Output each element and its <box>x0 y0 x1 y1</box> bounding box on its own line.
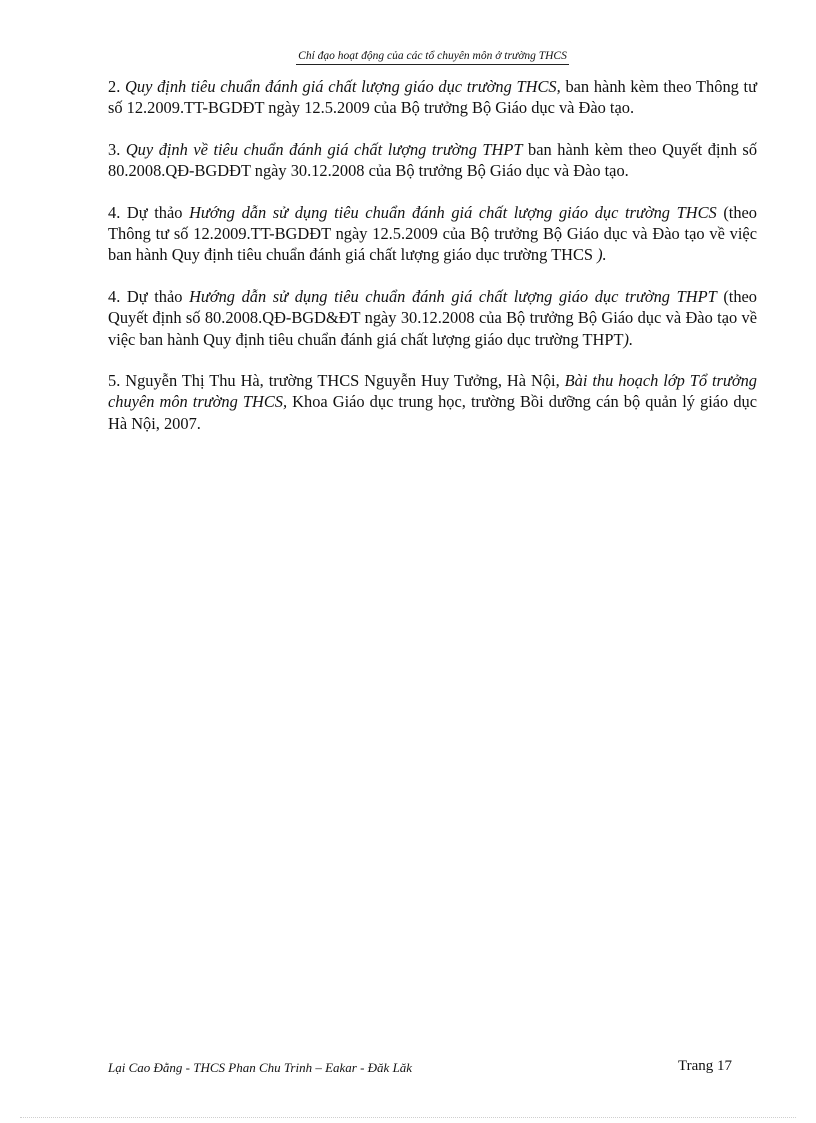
reference-number: 4. Dự thảo <box>108 202 190 222</box>
reference-closing: ). <box>623 329 634 349</box>
reference-item <box>108 286 757 350</box>
reference-number: 3. <box>108 139 126 159</box>
reference-title: Quy định về tiêu chuẩn đánh giá chất lượng trường THPT <box>125 139 523 159</box>
reference-number: 4. Dự thảo <box>108 286 190 306</box>
reference-closing: ). <box>597 245 607 265</box>
page-number: Trang 17 <box>677 1058 732 1074</box>
footer-author: Lại Cao Đằng - THCS Phan Chu Trinh – Eakar - Đăk Lăk <box>108 1060 413 1075</box>
reference-number: 5. Nguyễn Thị Thu Hà, trường THCS Nguyễn Huy Tưởng, Hà Nội, <box>108 371 565 391</box>
reference-item <box>108 370 757 434</box>
reference-details: (theo Thông tư số 12.2009.TT-BGDĐT ngày 12.5.2009 của Bộ trưởng Bộ Giáo dục và Đào tạo về việc ban hành Quy định tiêu chuẩn đánh giá chất lượng giáo dục trường THCS <box>108 202 757 265</box>
reference-details: (theo Quyết định số 80.2008.QĐ-BGD&ĐT ngày 30.12.2008 của Bộ trưởng Bộ Giáo dục và Đào tạo về việc ban hành Quy định tiêu chuẩn đánh giá chất lượng giáo dục trường THPT <box>108 286 757 349</box>
reference-number: 2. <box>108 77 126 96</box>
header-title: Chỉ đạo hoạt động của các tổ chuyên môn ở trường THCS <box>296 49 569 65</box>
page-bottom-border <box>20 1117 796 1118</box>
page-header <box>108 49 757 65</box>
reference-list <box>108 76 757 454</box>
reference-title: Quy định tiêu chuẩn đánh giá chất lượng giáo dục trường THCS, <box>125 77 561 96</box>
reference-details: Khoa Giáo dục trung học, trường Bồi dưỡng cán bộ quản lý giáo dục Hà Nội, 2007. <box>108 392 757 433</box>
reference-details: ban hành kèm theo Thông tư số 12.2009.TT-BGDĐT ngày 12.5.2009 của Bộ trưởng Bộ Giáo dục và Đào tạo. <box>108 77 757 118</box>
reference-item <box>108 76 757 119</box>
reference-title: Hướng dẫn sử dụng tiêu chuẩn đánh giá chất lượng giáo dục trường THCS <box>189 202 717 222</box>
reference-details: ban hành kèm theo Quyết định số 80.2008.QĐ-BGDĐT ngày 30.12.2008 của Bộ trưởng Bộ Giáo dục và Đào tạo. <box>108 139 758 181</box>
reference-item <box>108 139 757 182</box>
reference-title: Bài thu hoạch lớp Tổ trưởng chuyên môn trường THCS, <box>108 371 757 412</box>
reference-title: Hướng dẫn sử dụng tiêu chuẩn đánh giá chất lượng giáo dục trường THPT <box>189 286 717 306</box>
reference-item <box>108 202 757 266</box>
